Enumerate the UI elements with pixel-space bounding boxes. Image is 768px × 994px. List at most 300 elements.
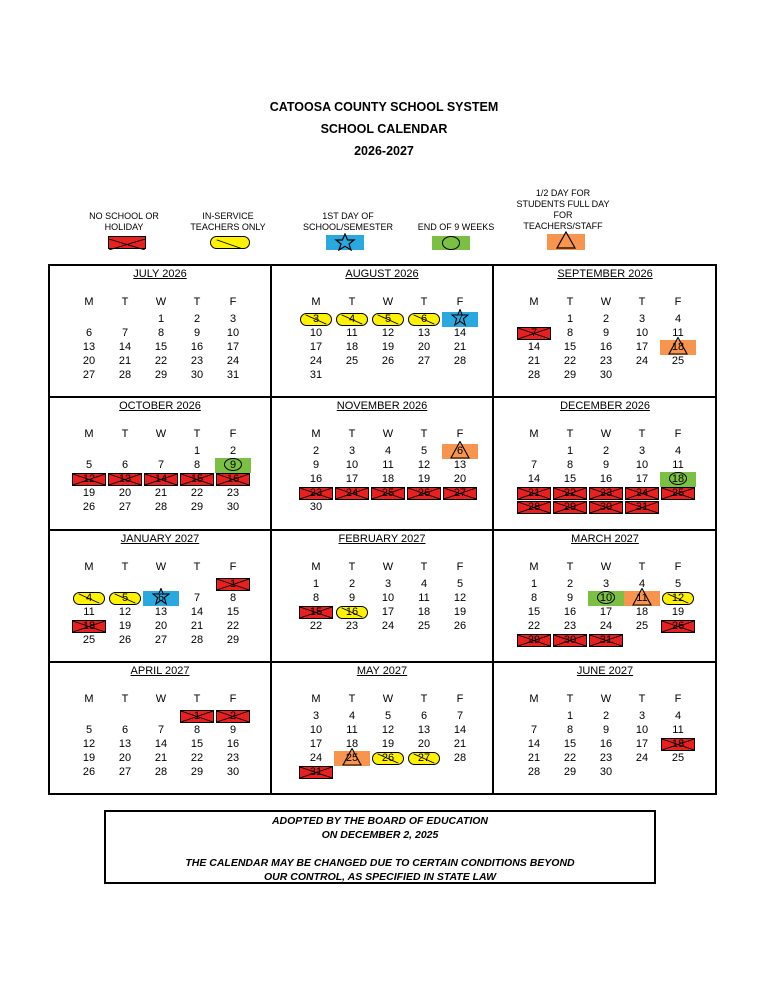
day-number: 27 <box>417 751 431 764</box>
day-cell <box>516 355 552 368</box>
day-cell <box>624 620 660 633</box>
day-cell <box>588 766 624 779</box>
day-cell <box>588 724 624 737</box>
day-cell <box>660 313 696 326</box>
day-number: 14 <box>453 723 467 736</box>
day-number: 10 <box>345 459 359 472</box>
day-cell <box>516 327 552 340</box>
day-number: 16 <box>599 341 613 353</box>
day-number: 26 <box>82 501 96 514</box>
weekday-header: W <box>382 560 394 573</box>
day-cell <box>660 459 696 472</box>
day-cell <box>370 592 406 605</box>
day-number: 10 <box>309 327 323 339</box>
legend-label: NO SCHOOL OR <box>89 211 159 221</box>
day-cell <box>588 459 624 472</box>
day-number: 31 <box>599 633 613 646</box>
day-cell <box>215 634 251 647</box>
day-number: 23 <box>226 751 240 764</box>
day-cell <box>516 459 552 472</box>
day-cell <box>588 313 624 326</box>
legend-first-day <box>292 211 404 233</box>
day-cell <box>588 710 624 723</box>
day-number: 30 <box>226 765 240 778</box>
day-number: 25 <box>345 355 359 367</box>
day-number: 7 <box>530 327 538 339</box>
day-number: 14 <box>190 605 204 618</box>
day-number: 4 <box>85 591 93 604</box>
month-title: AUGUST 2026 <box>345 268 419 280</box>
weekday-header: T <box>348 428 356 441</box>
month-title: FEBRUARY 2027 <box>338 532 426 545</box>
day-number: 15 <box>309 605 323 618</box>
day-number: 16 <box>226 473 240 486</box>
weekday-header: F <box>229 560 237 573</box>
day-number: 22 <box>226 619 240 632</box>
day-number: 26 <box>118 633 132 646</box>
day-number: 1 <box>157 313 165 325</box>
day-cell <box>143 473 179 486</box>
day-number: 10 <box>599 591 613 604</box>
day-number: 10 <box>309 723 323 736</box>
day-number: 17 <box>635 473 649 486</box>
day-cell <box>298 445 334 458</box>
day-number: 5 <box>456 577 464 590</box>
day-number: 7 <box>456 313 464 325</box>
legend-label: SCHOOL/SEMESTER <box>302 222 394 232</box>
day-number: 31 <box>226 369 240 381</box>
day-number: 10 <box>635 723 649 736</box>
legend-label: STUDENTS FULL DAY <box>516 199 610 209</box>
day-cell <box>552 473 588 486</box>
day-cell <box>370 459 406 472</box>
day-number: 17 <box>599 605 613 618</box>
day-cell <box>107 634 143 647</box>
day-number: 9 <box>566 591 574 604</box>
month-title: NOVEMBER 2026 <box>336 400 428 413</box>
day-cell <box>298 606 334 619</box>
day-number: 9 <box>602 723 610 736</box>
day-cell <box>71 738 107 751</box>
day-number: 28 <box>453 751 467 764</box>
day-number: 27 <box>118 765 132 778</box>
day-number: 17 <box>309 737 323 750</box>
day-cell <box>334 710 370 723</box>
month-march-2027 <box>494 531 716 663</box>
weekday-header: F <box>674 296 682 308</box>
weekday-header: T <box>193 296 201 308</box>
day-number: 28 <box>527 501 541 514</box>
day-cell <box>624 724 660 737</box>
weekday-header: F <box>456 692 464 705</box>
day-number: 13 <box>82 341 96 353</box>
day-cell <box>552 738 588 751</box>
day-cell <box>71 355 107 368</box>
day-number: 5 <box>85 723 93 736</box>
day-cell <box>215 341 251 354</box>
weekday-header: W <box>382 692 394 705</box>
day-number: 1 <box>229 577 237 590</box>
day-number: 21 <box>453 737 467 750</box>
day-number: 12 <box>417 459 431 472</box>
day-number: 24 <box>381 619 395 632</box>
day-number: 16 <box>599 473 613 486</box>
day-cell <box>143 620 179 633</box>
day-cell <box>298 501 334 514</box>
weekday-header: M <box>311 428 321 441</box>
day-cell <box>298 738 334 751</box>
day-number: 22 <box>309 619 323 632</box>
day-cell <box>179 501 215 514</box>
day-number: 4 <box>384 445 392 458</box>
day-cell <box>406 473 442 486</box>
weekday-header: T <box>121 428 129 441</box>
day-number: 7 <box>456 709 464 722</box>
day-number: 19 <box>381 737 395 750</box>
day-number: 25 <box>671 751 685 764</box>
day-cell <box>179 710 215 723</box>
school-year: 2026-2027 <box>354 144 414 158</box>
day-cell <box>71 766 107 779</box>
day-number: 14 <box>527 473 541 486</box>
day-number: 30 <box>309 501 323 514</box>
day-cell <box>370 355 406 368</box>
month-title: JULY 2026 <box>133 268 187 280</box>
day-cell <box>215 620 251 633</box>
day-cell <box>624 341 660 354</box>
day-cell <box>107 620 143 633</box>
day-cell <box>406 341 442 354</box>
day-cell <box>516 766 552 779</box>
day-cell <box>660 710 696 723</box>
day-number: 18 <box>82 619 96 632</box>
day-number: 1 <box>566 313 574 325</box>
day-number: 4 <box>674 313 682 325</box>
star-icon <box>326 233 364 251</box>
weekday-header: F <box>456 560 464 573</box>
day-number: 6 <box>456 445 464 458</box>
day-cell <box>624 459 660 472</box>
day-number: 19 <box>453 605 467 618</box>
day-cell <box>107 752 143 765</box>
weekday-header: T <box>566 428 574 441</box>
weekday-header: T <box>121 560 129 573</box>
weekday-header: T <box>420 692 428 705</box>
day-cell <box>298 710 334 723</box>
day-cell <box>334 313 370 326</box>
day-cell <box>442 592 478 605</box>
day-number: 10 <box>381 591 395 604</box>
day-cell <box>660 327 696 340</box>
day-cell <box>406 752 442 765</box>
day-number: 8 <box>193 723 201 736</box>
day-number: 13 <box>118 737 132 750</box>
day-number: 27 <box>118 501 132 514</box>
month-december-2026 <box>494 398 716 530</box>
day-number: 3 <box>312 709 320 722</box>
day-number: 24 <box>345 487 359 500</box>
day-cell <box>588 445 624 458</box>
day-number: 9 <box>229 723 237 736</box>
day-cell <box>516 620 552 633</box>
day-cell <box>71 634 107 647</box>
day-cell <box>215 752 251 765</box>
day-cell <box>107 724 143 737</box>
day-number: 29 <box>154 369 168 381</box>
day-cell <box>107 473 143 486</box>
day-number: 9 <box>348 591 356 604</box>
day-cell <box>334 578 370 591</box>
day-cell <box>179 445 215 458</box>
day-cell <box>298 578 334 591</box>
day-number: 27 <box>417 355 431 367</box>
day-number: 9 <box>602 459 610 472</box>
month-may-2027 <box>272 663 494 795</box>
day-cell <box>107 369 143 382</box>
footer-notice <box>104 810 656 884</box>
day-cell <box>552 341 588 354</box>
weekday-header: M <box>529 296 539 308</box>
legend-label: 1ST DAY OF <box>322 211 374 221</box>
day-number: 27 <box>453 487 467 500</box>
day-number: 11 <box>636 591 648 604</box>
day-number: 24 <box>309 355 323 367</box>
day-cell <box>660 355 696 368</box>
day-number: 17 <box>381 605 395 618</box>
day-cell <box>588 341 624 354</box>
weekday-header: W <box>155 428 167 441</box>
day-cell <box>107 341 143 354</box>
legend-swatch-blue <box>326 235 364 250</box>
day-cell <box>370 752 406 765</box>
triangle-icon <box>547 231 585 249</box>
day-number: 27 <box>154 633 168 646</box>
legend-end-9-weeks <box>412 222 500 233</box>
day-number: 13 <box>417 327 431 339</box>
day-number: 11 <box>418 591 430 604</box>
day-number: 6 <box>121 459 129 472</box>
day-cell <box>370 473 406 486</box>
day-cell <box>298 355 334 368</box>
day-cell <box>552 752 588 765</box>
weekday-header: T <box>121 296 129 308</box>
day-cell <box>406 487 442 500</box>
day-number: 1 <box>312 577 320 590</box>
day-number: 24 <box>226 355 240 367</box>
day-number: 29 <box>563 501 577 514</box>
weekday-header: F <box>229 296 237 308</box>
day-number: 11 <box>346 723 358 736</box>
day-cell <box>334 752 370 765</box>
legend-label: HOLIDAY <box>104 222 144 232</box>
day-cell <box>588 473 624 486</box>
day-number: 29 <box>563 765 577 778</box>
day-number: 25 <box>417 619 431 632</box>
day-cell <box>516 578 552 591</box>
day-cell <box>588 355 624 368</box>
weekday-header: F <box>674 428 682 441</box>
day-number: 4 <box>638 577 646 590</box>
day-cell <box>334 487 370 500</box>
day-cell <box>298 620 334 633</box>
day-number: 11 <box>83 605 95 618</box>
day-number: 23 <box>599 355 613 367</box>
day-cell <box>442 445 478 458</box>
day-cell <box>215 724 251 737</box>
calendar-title: SCHOOL CALENDAR <box>320 122 448 136</box>
day-number: 22 <box>190 751 204 764</box>
day-number: 16 <box>226 737 240 750</box>
day-cell <box>552 606 588 619</box>
day-cell <box>179 355 215 368</box>
day-number: 30 <box>226 501 240 514</box>
day-cell <box>179 341 215 354</box>
day-cell <box>660 752 696 765</box>
day-number: 25 <box>345 751 359 764</box>
day-number: 8 <box>566 723 574 736</box>
day-cell <box>107 606 143 619</box>
legend-no-school <box>78 211 170 233</box>
day-number: 30 <box>599 765 613 778</box>
day-number: 19 <box>82 751 96 764</box>
day-cell <box>588 501 624 514</box>
day-number: 19 <box>671 605 685 618</box>
day-cell <box>334 473 370 486</box>
day-cell <box>179 592 215 605</box>
day-cell <box>298 592 334 605</box>
day-cell <box>298 752 334 765</box>
day-cell <box>516 738 552 751</box>
weekday-header: M <box>311 296 321 308</box>
day-cell <box>516 592 552 605</box>
day-cell <box>179 327 215 340</box>
weekday-header: W <box>600 296 612 308</box>
legend-label: 1/2 DAY FOR <box>535 188 591 198</box>
day-number: 26 <box>453 619 467 632</box>
day-cell <box>442 313 478 326</box>
day-cell <box>179 459 215 472</box>
day-number: 21 <box>453 341 467 353</box>
day-cell <box>442 355 478 368</box>
day-number: 3 <box>638 709 646 722</box>
day-number: 1 <box>193 709 201 722</box>
day-number: 28 <box>453 355 467 367</box>
day-number: 18 <box>417 605 431 618</box>
day-cell <box>588 327 624 340</box>
day-cell <box>215 445 251 458</box>
day-number: 30 <box>190 369 204 381</box>
day-cell <box>370 724 406 737</box>
day-number: 10 <box>226 327 240 339</box>
day-number: 28 <box>527 369 541 381</box>
day-cell <box>334 459 370 472</box>
day-number: 11 <box>382 459 394 472</box>
month-july-2026 <box>50 266 272 398</box>
weekday-header: T <box>638 428 646 441</box>
day-cell <box>552 327 588 340</box>
day-cell <box>215 473 251 486</box>
day-number: 2 <box>193 313 201 325</box>
legend-half-day <box>504 188 622 232</box>
day-cell <box>298 487 334 500</box>
day-cell <box>516 501 552 514</box>
day-number: 16 <box>190 341 204 353</box>
day-cell <box>143 738 179 751</box>
day-number: 12 <box>381 327 395 339</box>
day-number: 11 <box>346 327 358 339</box>
day-cell <box>143 313 179 326</box>
day-number: 18 <box>671 473 685 486</box>
weekday-header: M <box>84 428 94 441</box>
day-number: 1 <box>566 445 574 458</box>
weekday-header: T <box>348 560 356 573</box>
day-cell <box>442 710 478 723</box>
day-number: 14 <box>154 473 168 486</box>
day-number: 14 <box>527 737 541 750</box>
weekday-header: T <box>638 296 646 308</box>
day-cell <box>107 766 143 779</box>
day-number: 17 <box>226 341 240 353</box>
month-april-2027 <box>50 663 272 795</box>
day-number: 15 <box>190 737 204 750</box>
day-number: 8 <box>566 327 574 339</box>
day-number: 18 <box>635 605 649 618</box>
month-november-2026 <box>272 398 494 530</box>
day-number: 7 <box>121 327 129 339</box>
day-cell <box>298 327 334 340</box>
day-number: 16 <box>345 605 359 618</box>
day-number: 13 <box>417 723 431 736</box>
day-cell <box>143 634 179 647</box>
day-cell <box>215 313 251 326</box>
day-cell <box>406 606 442 619</box>
weekday-header: T <box>638 692 646 705</box>
day-cell <box>624 578 660 591</box>
day-cell <box>179 766 215 779</box>
day-cell <box>624 738 660 751</box>
day-number: 20 <box>154 619 168 632</box>
day-cell <box>143 369 179 382</box>
day-cell <box>442 327 478 340</box>
month-february-2027 <box>272 531 494 663</box>
day-number: 23 <box>599 751 613 764</box>
day-number: 28 <box>118 369 132 381</box>
day-cell <box>334 724 370 737</box>
day-number: 22 <box>154 355 168 367</box>
day-cell <box>298 459 334 472</box>
weekday-header: T <box>420 428 428 441</box>
weekday-header: T <box>121 692 129 705</box>
day-cell <box>298 473 334 486</box>
day-cell <box>334 355 370 368</box>
day-number: 9 <box>193 327 201 339</box>
weekday-header: W <box>155 296 167 308</box>
day-cell <box>215 327 251 340</box>
day-number: 10 <box>635 327 649 339</box>
day-number: 31 <box>635 501 649 514</box>
day-number: 26 <box>671 619 685 632</box>
day-number: 3 <box>602 577 610 590</box>
day-number: 25 <box>671 487 685 500</box>
district-name: CATOOSA COUNTY SCHOOL SYSTEM <box>269 100 499 114</box>
weekday-header: W <box>155 560 167 573</box>
day-cell <box>143 766 179 779</box>
day-cell <box>516 341 552 354</box>
day-cell <box>516 369 552 382</box>
month-title: SEPTEMBER 2026 <box>557 268 653 280</box>
day-number: 5 <box>384 709 392 722</box>
weekday-header: T <box>566 692 574 705</box>
